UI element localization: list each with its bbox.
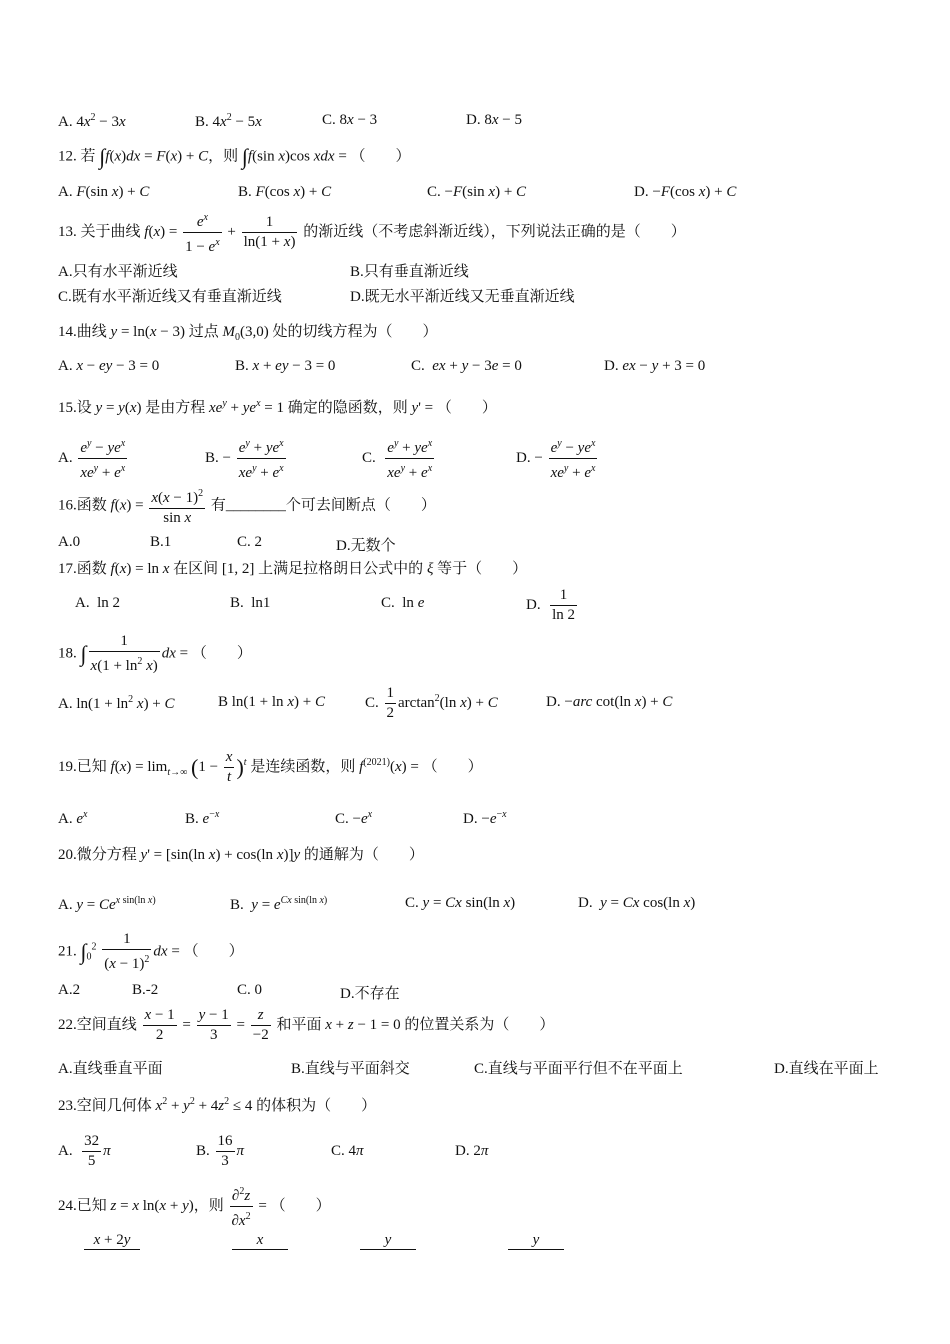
- q17-option-a: A. ln 2: [75, 595, 121, 611]
- q13-option-c: C.既有水平渐近线又有垂直渐近线: [58, 289, 282, 305]
- q15-option-c: C. $\frac{e^y + ye^x}{xe^y + e^x}$: [362, 434, 436, 483]
- q22-stem: 22.空间直线 $\frac{x - 1}{2}$ = $\frac{y - 1}{3}$ = $\frac{z}{-2}$ 和平面 x + z − 1 = 0 的位置关系为（ ）: [58, 1007, 555, 1043]
- q23-option-d: D. 2π: [455, 1143, 489, 1159]
- q21-option-b: B.-2: [132, 982, 159, 998]
- q12-option-b: B. F(cos x) + C: [238, 184, 332, 200]
- q24-option-b-partial: x: [232, 1232, 288, 1250]
- q13-option-b: B.只有垂直渐近线: [350, 264, 469, 280]
- q20-option-c: C. y = Cx sin(ln x): [405, 895, 516, 911]
- q18-option-d: D. −arc cot(ln x) + C: [546, 694, 673, 710]
- q17-stem: 17.函数 f(x) = ln x 在区间 [1, 2] 上满足拉格朗日公式中的 ξ 等于（ ）: [58, 561, 528, 577]
- q15-stem: 15.设 y = y(x) 是由方程 $xe^y + ye^x = 1$ 确定的隐函数，则 y' = （ ）: [58, 398, 497, 416]
- q11-option-c: C. 8x − 3: [322, 112, 378, 128]
- q19-option-a: A. $e^x$: [58, 809, 88, 827]
- q11-option-b: B. $4x^2 - 5x$: [195, 112, 262, 130]
- q19-option-b: B. $e^{-x}$: [185, 809, 220, 827]
- q16-option-d: D.无数个: [336, 538, 396, 554]
- q20-option-d: D. y = Cx cos(ln x): [578, 895, 696, 911]
- q20-stem: 20.微分方程 y' = [sin(ln x) + cos(ln x)]y 的通解为（ ）: [58, 847, 424, 863]
- q23-option-b: B. $\frac{16}{3}$ π: [196, 1133, 245, 1169]
- q18-option-b: B ln(1 + ln x) + C: [218, 694, 325, 710]
- q24-option-c-partial: y: [360, 1232, 416, 1250]
- q22-option-b: B.直线与平面斜交: [291, 1061, 410, 1077]
- q21-stem: 21. $\int_0^2$ $\frac{1}{(x - 1)^2}$ dx = （ ）: [58, 931, 244, 972]
- q22-option-a: A.直线垂直平面: [58, 1061, 163, 1077]
- q18-option-a: A. $\ln(1 + \ln^2 x) + C$: [58, 694, 175, 712]
- q16-stem: 16.函数 f(x) = $\frac{x(x - 1)^2}{\text{sin x}}$ 有________个可去间断点（ ）: [58, 484, 436, 528]
- q13-option-d: D.既无水平渐近线又无垂直渐近线: [350, 289, 575, 305]
- q12-option-c: C. −F(sin x) + C: [427, 184, 527, 200]
- q15-option-d: D. − $\frac{e^y - ye^x}{xe^y + e^x}$: [516, 434, 599, 483]
- q22-option-d: D.直线在平面上: [774, 1061, 879, 1077]
- q12-option-a: A. F(sin x) + C: [58, 184, 150, 200]
- q22-option-c: C.直线与平面平行但不在平面上: [474, 1061, 683, 1077]
- q21-option-c: C. 0: [237, 982, 263, 998]
- q15-option-b: B. − $\frac{e^y + ye^x}{xe^y + e^x}$: [205, 434, 288, 483]
- q13-stem: 13. 关于曲线 f(x) = $\frac{e^x}{1 - e^x}$ + $\frac{1}{\ln(1 + x)}$ 的渐近线（不考虑斜渐近线），下列说法正确的是（ ）: [58, 208, 686, 257]
- q19-option-d: D. $-e^{-x}$: [463, 809, 507, 827]
- q14-option-d: D. ex − y + 3 = 0: [604, 358, 706, 374]
- q16-option-a: A.0: [58, 534, 81, 550]
- q20-option-b: B. $y = e^{Cx sin(ln x)}$: [230, 895, 328, 913]
- q11-option-d: D. 8x − 5: [466, 112, 522, 128]
- q23-stem: 23.空间几何体 $x^2 + y^2 + 4z^2 \le 4$ 的体积为（ ）: [58, 1096, 377, 1114]
- q13-option-a: A.只有水平渐近线: [58, 264, 178, 280]
- q21-option-a: A.2: [58, 982, 81, 998]
- q14-option-c: C. ex + y − 3e = 0: [411, 358, 522, 374]
- q17-option-d: D. $\frac{1}{\ln 2}$: [526, 587, 576, 623]
- q24-option-d-partial: y: [508, 1232, 564, 1250]
- q18-stem: 18. ∫ $\frac{1}{x(1 + \ln^2 x)}$ dx = （ ）: [58, 633, 252, 674]
- q23-option-c: C. 4π: [331, 1143, 364, 1159]
- q12-option-d: D. −F(cos x) + C: [634, 184, 737, 200]
- q11-option-a: A. $4x^2 - 3x$: [58, 112, 126, 130]
- q24-option-a-partial: x + 2y: [84, 1232, 140, 1250]
- q14-stem: 14.曲线 y = ln(x − 3) 过点 $M_0(3,0)$ 处的切线方程为（ ）: [58, 324, 438, 343]
- q19-stem: 19.已知 $f(x) = \lim_{t\to\infty} (1$ − $\frac{x}{t}$ )$^t$ 是连续函数，则 $f^{(2021)}(x)$ = （ ）: [58, 749, 483, 785]
- q20-option-a: A. $y = Ce^{x sin(ln x)}$: [58, 895, 156, 913]
- q14-option-b: B. x + ey − 3 = 0: [235, 358, 336, 374]
- q23-option-a: A. $\frac{32}{5}$ π: [58, 1133, 111, 1169]
- q17-option-b: B. ln1: [230, 595, 271, 611]
- q19-option-c: C. $-e^x$: [335, 809, 373, 827]
- q12-stem: 12. 若 ∫f(x)dx = F(x) + C，则 ∫f(sin x)cos xdx = （ ）: [58, 144, 411, 169]
- q21-option-d: D.不存在: [340, 986, 400, 1002]
- q24-stem: 24.已知 z = x ln(x + y)，则 $\frac{\partial^2z}{\partial x^2}$ = （ ）: [58, 1182, 331, 1231]
- q14-option-a: A. x − ey − 3 = 0: [58, 358, 160, 374]
- q16-option-b: B.1: [150, 534, 172, 550]
- q18-option-c: C. $\frac{1}{2}$ $\arctan^2(\ln$ x) + C: [365, 685, 498, 721]
- q16-option-c: C. 2: [237, 534, 263, 550]
- q15-option-a: A. $\frac{e^y - ye^x}{xe^y + e^x}$: [58, 434, 129, 483]
- q17-option-c: C. ln e: [381, 595, 425, 611]
